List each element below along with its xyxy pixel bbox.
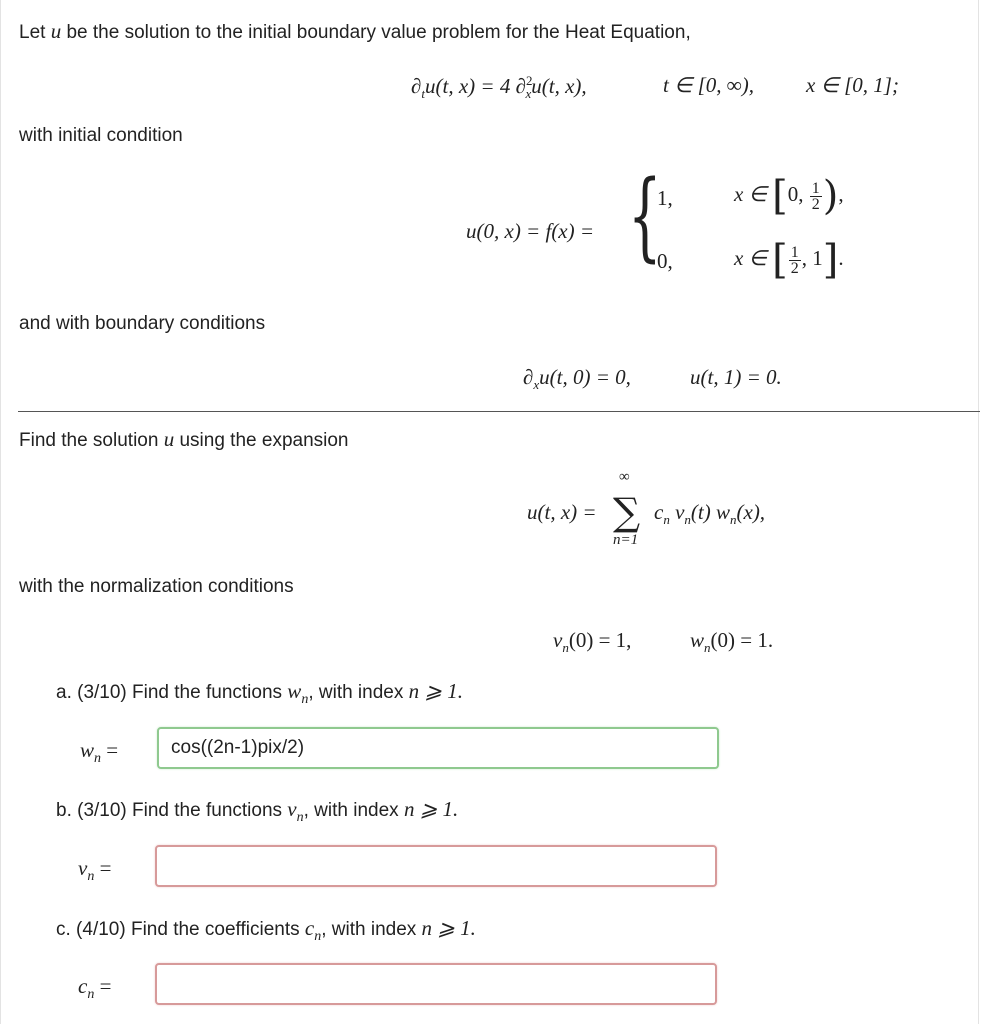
expansion-c: c — [654, 500, 664, 524]
case1-start: 0, — [787, 181, 804, 206]
part-b-label-sub: n — [87, 869, 95, 885]
part-a-label-sym: w — [80, 738, 95, 762]
expansion-w-arg: (x), — [736, 500, 766, 524]
norm-v-rest: (0) = 1, — [568, 628, 632, 652]
part-a-index: n ⩾ 1. — [408, 679, 463, 703]
pde-lhs: u(t, x) = 4 ∂ — [425, 74, 526, 98]
part-b-label-sym: v — [78, 856, 88, 880]
intro-text-after: be the solution to the initial boundary value problem for the Heat Equation, — [61, 22, 691, 43]
case1-fraction — [810, 181, 822, 212]
answer-input-w[interactable] — [157, 727, 719, 769]
expansion-c-sub: n — [663, 512, 670, 528]
case1-end: , — [838, 181, 844, 206]
intro-text-before: Let — [19, 22, 51, 43]
part-c-label-sub: n — [87, 987, 95, 1003]
boundary-conditions-label: and with boundary conditions — [19, 313, 266, 334]
answer-input-v[interactable] — [155, 845, 717, 887]
part-c-index: n ⩾ 1. — [421, 916, 476, 940]
expansion-v: v — [675, 500, 685, 524]
expansion-w: w — [715, 500, 730, 524]
part-b-question — [56, 797, 458, 826]
expansion-v-sub: n — [684, 512, 691, 528]
pde-rhs: u(t, x), — [531, 74, 587, 98]
case2-denominator: 2 — [790, 259, 799, 277]
case2-numerator: 1 — [790, 243, 799, 261]
part-c-prefix: c. (4/10) Find the coefficients — [56, 919, 305, 940]
part-c-sym: c — [304, 916, 315, 940]
case1-cond-prefix: x ∈ — [734, 181, 767, 206]
sum-lower-limit: n=1 — [613, 532, 639, 548]
part-a-answer-label — [80, 738, 118, 767]
intro-var: u — [50, 19, 62, 43]
sum-upper-limit: ∞ — [619, 469, 630, 485]
part-c-sym-sub: n — [314, 928, 322, 944]
part-b-prefix: b. (3/10) Find the functions — [56, 800, 288, 821]
expansion-label-var: u — [163, 427, 175, 451]
norm-w-rest: (0) = 1. — [710, 628, 774, 652]
case1-numerator: 1 — [811, 179, 820, 197]
case1-open-bracket: [ — [772, 173, 788, 219]
case2-value: 0, — [657, 249, 673, 273]
pde-rhs-sup: 2 — [525, 73, 533, 88]
expansion-label-before: Find the solution — [19, 430, 164, 451]
sigma-icon: ∑ — [613, 490, 641, 534]
initial-lhs: u(0, x) = f(x) = — [466, 219, 595, 243]
expansion-label-after: using the expansion — [174, 430, 349, 451]
part-a-suffix: , with index — [308, 682, 409, 703]
intro-text — [19, 19, 691, 44]
expansion-lhs: u(t, x) = — [527, 500, 597, 524]
case1-condition — [734, 173, 844, 219]
bc1-rest: u(t, 0) = 0, — [539, 365, 631, 389]
part-b-label-eq: = — [94, 856, 112, 880]
normalization-label: with the normalization conditions — [19, 576, 294, 597]
piecewise-brace: { — [628, 160, 662, 272]
pde-partial-sub: t — [421, 86, 426, 102]
part-b-index: n ⩾ 1. — [403, 797, 459, 821]
norm-v-sub: n — [562, 640, 569, 656]
part-c-label-sym: c — [78, 974, 88, 998]
part-a-label-sub: n — [94, 751, 102, 767]
part-b-suffix: , with index — [303, 800, 404, 821]
pde-rhs-sub: x — [525, 86, 532, 102]
answer-input-c[interactable] — [155, 963, 717, 1005]
part-a-question — [56, 679, 463, 708]
pde-domain-t: t ∈ [0, ∞), — [663, 73, 755, 97]
case1-value: 1, — [657, 186, 673, 210]
case2-condition — [734, 237, 844, 283]
part-c-suffix: , with index — [321, 919, 422, 940]
part-a-sym: w — [287, 679, 302, 703]
part-b-sym-sub: n — [296, 809, 304, 825]
case2-end: . — [838, 245, 844, 270]
norm-w: w — [690, 628, 705, 652]
case2-close-bracket: ] — [822, 237, 839, 283]
case1-denominator: 2 — [811, 195, 820, 213]
part-c-label-eq: = — [94, 974, 112, 998]
section-divider — [18, 411, 980, 412]
pde-domain-x: x ∈ [0, 1]; — [806, 73, 899, 97]
expansion-terms — [654, 500, 765, 528]
boundary-condition-2: u(t, 1) = 0. — [690, 365, 782, 389]
bc1-partial: ∂ — [523, 365, 534, 389]
part-c-answer-label — [78, 974, 111, 1003]
norm-v: v — [553, 628, 563, 652]
case2-mid: , 1 — [801, 245, 823, 270]
part-b-sym: v — [287, 797, 297, 821]
normalization-w — [690, 628, 773, 656]
case1-close-paren: ) — [822, 173, 839, 219]
norm-w-sub: n — [704, 640, 711, 656]
case2-fraction — [789, 245, 801, 276]
part-c-question — [56, 916, 476, 945]
boundary-condition-1 — [523, 365, 631, 393]
expansion-label — [19, 427, 349, 452]
normalization-v — [553, 628, 631, 656]
bc1-sub: x — [533, 377, 540, 393]
initial-condition-label: with initial condition — [19, 125, 183, 146]
part-a-prefix: a. (3/10) Find the functions — [56, 682, 288, 703]
case2-cond-prefix: x ∈ — [734, 245, 767, 270]
part-a-sym-sub: n — [301, 691, 309, 707]
part-b-answer-label — [78, 856, 111, 885]
heat-equation — [411, 73, 587, 102]
expansion-w-sub: n — [730, 512, 737, 528]
pde-partial: ∂ — [411, 74, 422, 98]
expansion-v-arg: (t) — [690, 500, 711, 524]
part-a-label-eq: = — [101, 738, 119, 762]
case2-open-bracket: [ — [772, 237, 788, 283]
